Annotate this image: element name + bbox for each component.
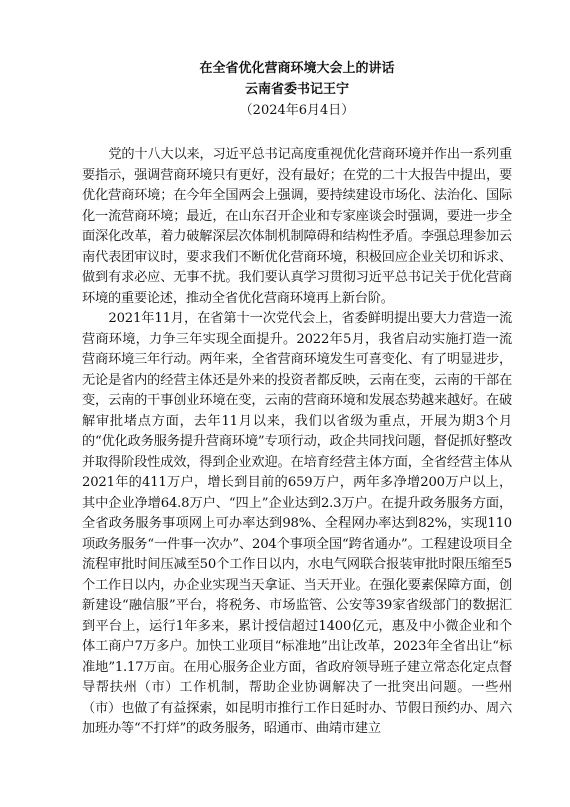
speech-author: 云南省委书记王宁	[244, 82, 349, 97]
paragraph-1: 党的十八大以来，习近平总书记高度重视优化营商环境并作出一系列重要指示，强调营商环境只有更好，没有最好；在党的二十大报告中提出，要优化营商环境；在今年全国两会上强调，要持续建设市场化、法治化、国际化一流营商环境；最近，在山东召开企业和专家座谈会时强调，要进一步全面深化改革，着力破解深层次体制机制障碍和结构性矛盾。李强总理参加云南代表团审议时，要求我们不断优化营商环境，积极回应企业关切和诉求、做到有求必应、无事不扰。我们要认真学习贯彻习近平总书记关于优化营商环境的重要论述，推动全省优化营商环境再上新台阶。	[82, 147, 512, 306]
speech-date: （2024年6月4日）	[239, 103, 355, 118]
paragraph-2: 2021年11月，在省第十一次党代会上，省委鲜明提出要大力营造一流营商环境，力争三年实现全面提升。2022年5月，我省启动实施打造一流营商环境三年行动。两年来，全省营商环境发生可喜变化、有了明显进步，无论是省内的经营主体还是外来的投资者都反映，云南在变，云南的干部在变，云南的干事创业环境在变，云南的营商环境和发展态势越来越好。在破解审批堵点方面，去年11月以来，我们以省级为重点，开展为期3个月的“优化政务服务提升营商环境”专项行动，政企共同找问题，督促抓好整改并取得阶段性成效，得到企业欢迎。在培育经营主体方面，全省经营主体从2021年的411万户，增长到目前的659万户，两年多净增200万户以上，其中企业净增64.8万户、“四上”企业达到2.3万户。在提升政务服务方面，全省政务服务事项网上可办率达到98%、全程网办率达到82%，实现110项政务服务“一件事一次办”、204个事项全国“跨省通办”。工程建设项目全流程审批时间压减至50个工作日以内，水电气网联合报装审批时限压缩至5个工作日以内，办企业实现当天拿证、当天开业。在强化要素保障方面，创新建设“融信服”平台，将税务、市场监管、公安等39家省级部门的数据汇到平台上，运行1年多来，累计授信超过1400亿元，惠及中小微企业和个体工商户7万多户。加快工业项目“标准地”出让改革，2023年全省出让“标准地”1.17万亩。在用心服务企业方面，省政府领导班子建立常态化定点督导帮扶州（市）工作机制，帮助企业协调解决了一批突出问题。一些州（市）也做了有益探索，如昆明市推行工作日延时办、节假日预约办、周六加班办等“不打烊”的政务服务，昭通市、曲靖市建立	[82, 311, 512, 736]
speech-title: 在全省优化营商环境大会上的讲话	[199, 61, 395, 76]
